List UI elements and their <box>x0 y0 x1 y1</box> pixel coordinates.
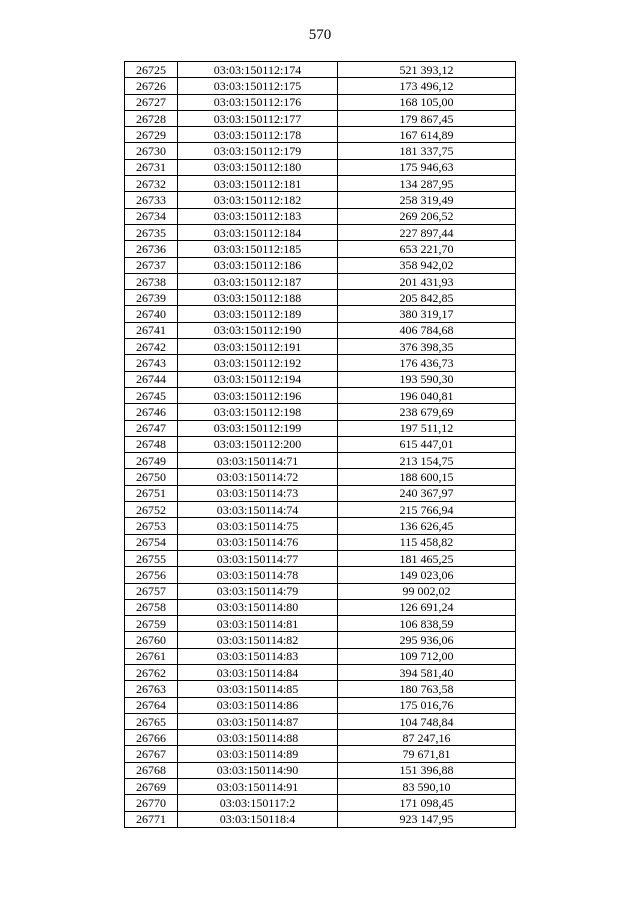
value-cell: 923 147,95 <box>338 811 516 827</box>
row-number-cell: 26754 <box>125 534 178 550</box>
cadastral-number-cell: 03:03:150114:81 <box>178 616 338 632</box>
value-cell: 173 496,12 <box>338 78 516 94</box>
value-cell: 136 626,45 <box>338 518 516 534</box>
value-cell: 180 763,58 <box>338 681 516 697</box>
value-cell: 126 691,24 <box>338 599 516 615</box>
value-cell: 179 867,45 <box>338 110 516 126</box>
value-cell: 181 337,75 <box>338 143 516 159</box>
row-number-cell: 26751 <box>125 485 178 501</box>
row-number-cell: 26764 <box>125 697 178 713</box>
row-number-cell: 26739 <box>125 290 178 306</box>
row-number-cell: 26770 <box>125 795 178 811</box>
table-row <box>125 176 516 192</box>
row-number-cell: 26753 <box>125 518 178 534</box>
cadastral-number-cell: 03:03:150114:73 <box>178 485 338 501</box>
value-cell: 358 942,02 <box>338 257 516 273</box>
row-number-cell: 26748 <box>125 436 178 452</box>
value-cell: 653 221,70 <box>338 241 516 257</box>
value-cell: 176 436,73 <box>338 355 516 371</box>
row-number-cell: 26732 <box>125 176 178 192</box>
cadastral-number-cell: 03:03:150114:76 <box>178 534 338 550</box>
value-cell: 134 287,95 <box>338 176 516 192</box>
row-number-cell: 26741 <box>125 322 178 338</box>
table-row <box>125 78 516 94</box>
table-row <box>125 697 516 713</box>
cadastral-number-cell: 03:03:150112:189 <box>178 306 338 322</box>
value-cell: 201 431,93 <box>338 273 516 289</box>
table-row <box>125 404 516 420</box>
table-row <box>125 550 516 566</box>
value-cell: 205 842,85 <box>338 290 516 306</box>
cadastral-number-cell: 03:03:150114:79 <box>178 583 338 599</box>
row-number-cell: 26727 <box>125 94 178 110</box>
table-row <box>125 224 516 240</box>
page-number: 570 <box>308 27 332 43</box>
value-cell: 380 319,17 <box>338 306 516 322</box>
cadastral-number-cell: 03:03:150112:196 <box>178 387 338 403</box>
row-number-cell: 26726 <box>125 78 178 94</box>
value-cell: 79 671,81 <box>338 746 516 762</box>
value-cell: 109 712,00 <box>338 648 516 664</box>
row-number-cell: 26733 <box>125 192 178 208</box>
value-cell: 240 367,97 <box>338 485 516 501</box>
row-number-cell: 26769 <box>125 779 178 795</box>
value-cell: 196 040,81 <box>338 387 516 403</box>
row-number-cell: 26763 <box>125 681 178 697</box>
cadastral-number-cell: 03:03:150112:200 <box>178 436 338 452</box>
row-number-cell: 26750 <box>125 469 178 485</box>
cadastral-number-cell: 03:03:150114:83 <box>178 648 338 664</box>
cadastral-number-cell: 03:03:150114:80 <box>178 599 338 615</box>
value-cell: 258 319,49 <box>338 192 516 208</box>
table-row <box>125 143 516 159</box>
value-cell: 167 614,89 <box>338 127 516 143</box>
row-number-cell: 26767 <box>125 746 178 762</box>
table-row <box>125 567 516 583</box>
value-cell: 197 511,12 <box>338 420 516 436</box>
cadastral-number-cell: 03:03:150112:187 <box>178 273 338 289</box>
cadastral-number-cell: 03:03:150114:72 <box>178 469 338 485</box>
row-number-cell: 26758 <box>125 599 178 615</box>
table-row <box>125 306 516 322</box>
cadastral-number-cell: 03:03:150114:86 <box>178 697 338 713</box>
value-cell: 615 447,01 <box>338 436 516 452</box>
cadastral-number-cell: 03:03:150112:194 <box>178 371 338 387</box>
value-cell: 406 784,68 <box>338 322 516 338</box>
table-row <box>125 387 516 403</box>
row-number-cell: 26738 <box>125 273 178 289</box>
value-cell: 171 098,45 <box>338 795 516 811</box>
cadastral-number-cell: 03:03:150112:185 <box>178 241 338 257</box>
table-row <box>125 534 516 550</box>
row-number-cell: 26736 <box>125 241 178 257</box>
cadastral-number-cell: 03:03:150118:4 <box>178 811 338 827</box>
value-cell: 99 002,02 <box>338 583 516 599</box>
row-number-cell: 26755 <box>125 550 178 566</box>
cadastral-number-cell: 03:03:150112:183 <box>178 208 338 224</box>
cadastral-number-cell: 03:03:150112:199 <box>178 420 338 436</box>
cadastral-number-cell: 03:03:150112:180 <box>178 159 338 175</box>
table-row <box>125 811 516 827</box>
row-number-cell: 26768 <box>125 762 178 778</box>
table-row <box>125 453 516 469</box>
table-row <box>125 762 516 778</box>
table-row <box>125 746 516 762</box>
table-row <box>125 795 516 811</box>
cadastral-number-cell: 03:03:150114:91 <box>178 779 338 795</box>
cadastral-number-cell: 03:03:150112:177 <box>178 110 338 126</box>
table-row <box>125 730 516 746</box>
cadastral-number-cell: 03:03:150114:90 <box>178 762 338 778</box>
table-row <box>125 583 516 599</box>
table-row <box>125 485 516 501</box>
table-row <box>125 290 516 306</box>
table-row <box>125 110 516 126</box>
table-body <box>125 62 516 828</box>
value-cell: 188 600,15 <box>338 469 516 485</box>
value-cell: 149 023,06 <box>338 567 516 583</box>
row-number-cell: 26737 <box>125 257 178 273</box>
row-number-cell: 26742 <box>125 339 178 355</box>
table-row <box>125 257 516 273</box>
row-number-cell: 26735 <box>125 224 178 240</box>
table-row <box>125 681 516 697</box>
value-cell: 181 465,25 <box>338 550 516 566</box>
value-cell: 213 154,75 <box>338 453 516 469</box>
row-number-cell: 26746 <box>125 404 178 420</box>
cadastral-number-cell: 03:03:150112:192 <box>178 355 338 371</box>
value-cell: 238 679,69 <box>338 404 516 420</box>
row-number-cell: 26730 <box>125 143 178 159</box>
cadastral-number-cell: 03:03:150112:191 <box>178 339 338 355</box>
cadastral-number-cell: 03:03:150114:74 <box>178 502 338 518</box>
cadastral-number-cell: 03:03:150114:87 <box>178 713 338 729</box>
value-cell: 376 398,35 <box>338 339 516 355</box>
table-row <box>125 469 516 485</box>
row-number-cell: 26744 <box>125 371 178 387</box>
table-row <box>125 208 516 224</box>
table-row <box>125 502 516 518</box>
cadastral-number-cell: 03:03:150112:179 <box>178 143 338 159</box>
row-number-cell: 26765 <box>125 713 178 729</box>
cadastral-number-cell: 03:03:150112:182 <box>178 192 338 208</box>
cadastral-number-cell: 03:03:150114:84 <box>178 664 338 680</box>
value-cell: 104 748,84 <box>338 713 516 729</box>
value-cell: 227 897,44 <box>338 224 516 240</box>
table-row <box>125 94 516 110</box>
table-row <box>125 713 516 729</box>
row-number-cell: 26734 <box>125 208 178 224</box>
cadastral-number-cell: 03:03:150112:198 <box>178 404 338 420</box>
table-row <box>125 241 516 257</box>
value-cell: 193 590,30 <box>338 371 516 387</box>
row-number-cell: 26728 <box>125 110 178 126</box>
table-row <box>125 599 516 615</box>
value-cell: 106 838,59 <box>338 616 516 632</box>
row-number-cell: 26740 <box>125 306 178 322</box>
value-cell: 168 105,00 <box>338 94 516 110</box>
row-number-cell: 26756 <box>125 567 178 583</box>
cadastral-number-cell: 03:03:150112:174 <box>178 62 338 78</box>
value-cell: 295 936,06 <box>338 632 516 648</box>
value-cell: 521 393,12 <box>338 62 516 78</box>
row-number-cell: 26766 <box>125 730 178 746</box>
cadastral-number-cell: 03:03:150112:184 <box>178 224 338 240</box>
value-cell: 151 396,88 <box>338 762 516 778</box>
cadastral-number-cell: 03:03:150112:186 <box>178 257 338 273</box>
cadastral-number-cell: 03:03:150112:175 <box>178 78 338 94</box>
table-row <box>125 339 516 355</box>
table-row <box>125 371 516 387</box>
row-number-cell: 26725 <box>125 62 178 78</box>
cadastral-number-cell: 03:03:150112:181 <box>178 176 338 192</box>
value-cell: 175 946,63 <box>338 159 516 175</box>
table-row <box>125 436 516 452</box>
row-number-cell: 26760 <box>125 632 178 648</box>
cadastral-number-cell: 03:03:150114:75 <box>178 518 338 534</box>
row-number-cell: 26749 <box>125 453 178 469</box>
cadastral-number-cell: 03:03:150112:178 <box>178 127 338 143</box>
cadastral-number-cell: 03:03:150114:82 <box>178 632 338 648</box>
table-row <box>125 664 516 680</box>
value-cell: 394 581,40 <box>338 664 516 680</box>
cadastral-number-cell: 03:03:150114:85 <box>178 681 338 697</box>
table-row <box>125 648 516 664</box>
row-number-cell: 26752 <box>125 502 178 518</box>
row-number-cell: 26771 <box>125 811 178 827</box>
row-number-cell: 26759 <box>125 616 178 632</box>
row-number-cell: 26747 <box>125 420 178 436</box>
row-number-cell: 26743 <box>125 355 178 371</box>
row-number-cell: 26762 <box>125 664 178 680</box>
table-row <box>125 355 516 371</box>
cadastral-number-cell: 03:03:150112:190 <box>178 322 338 338</box>
row-number-cell: 26757 <box>125 583 178 599</box>
value-cell: 87 247,16 <box>338 730 516 746</box>
table-row <box>125 322 516 338</box>
cadastral-number-cell: 03:03:150114:78 <box>178 567 338 583</box>
cadastral-number-cell: 03:03:150112:176 <box>178 94 338 110</box>
table-row <box>125 62 516 78</box>
table-row <box>125 616 516 632</box>
cadastral-number-cell: 03:03:150117:2 <box>178 795 338 811</box>
table-row <box>125 127 516 143</box>
value-cell: 115 458,82 <box>338 534 516 550</box>
value-cell: 175 016,76 <box>338 697 516 713</box>
cadastral-number-cell: 03:03:150114:71 <box>178 453 338 469</box>
table-row <box>125 632 516 648</box>
value-cell: 215 766,94 <box>338 502 516 518</box>
row-number-cell: 26761 <box>125 648 178 664</box>
value-cell: 269 206,52 <box>338 208 516 224</box>
cadastral-number-cell: 03:03:150112:188 <box>178 290 338 306</box>
value-cell: 83 590,10 <box>338 779 516 795</box>
table-row <box>125 192 516 208</box>
table-row <box>125 273 516 289</box>
table-row <box>125 159 516 175</box>
row-number-cell: 26731 <box>125 159 178 175</box>
cadastral-number-cell: 03:03:150114:88 <box>178 730 338 746</box>
cadastral-number-cell: 03:03:150114:89 <box>178 746 338 762</box>
row-number-cell: 26729 <box>125 127 178 143</box>
row-number-cell: 26745 <box>125 387 178 403</box>
table-row <box>125 779 516 795</box>
cadastral-number-cell: 03:03:150114:77 <box>178 550 338 566</box>
data-table <box>124 61 516 828</box>
table-row <box>125 518 516 534</box>
table-row <box>125 420 516 436</box>
